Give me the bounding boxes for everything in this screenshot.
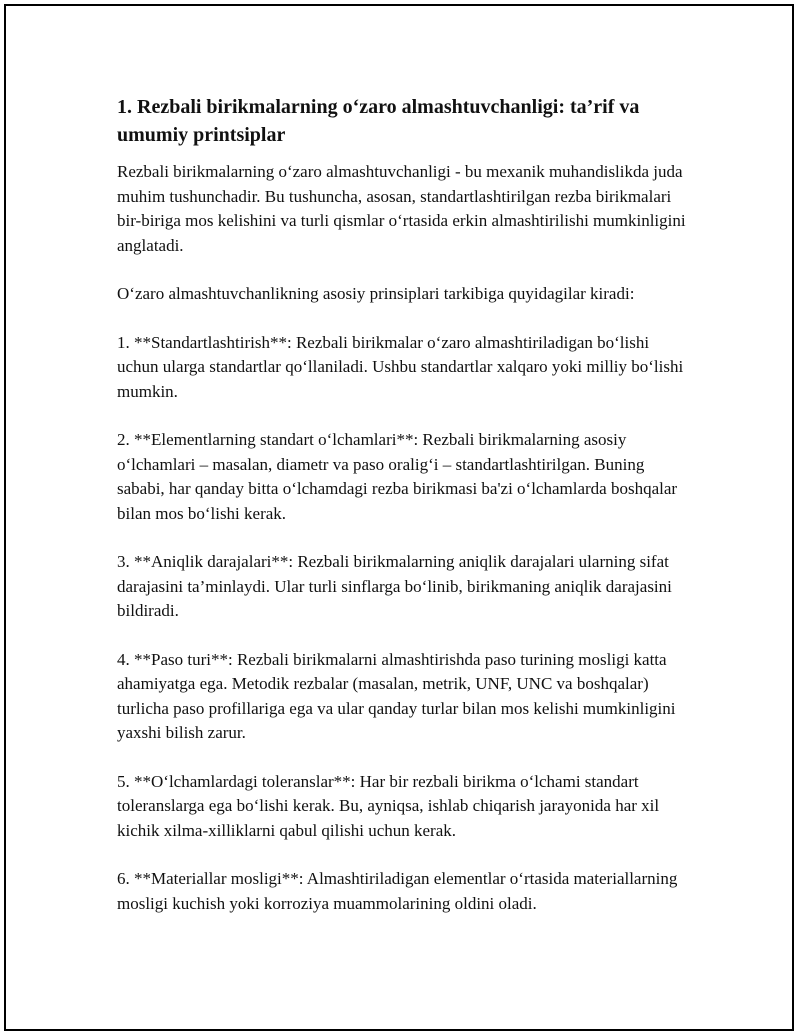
principles-intro: O‘zaro almashtuvchanlikning asosiy prinsiplari tarkibiga quyidagilar kiradi: bbox=[117, 284, 635, 303]
principle-pitch-type: 4. **Paso turi**: Rezbali birikmalarni almashtirishda paso turining mosligi katta ahamiyatga ega. Metodik rezbalar (masalan, metrik, UNF, UNC va boshqalar) turlicha paso profillariga ega va ular qanday turlar bilan mos kelishi mumkinligini yaxshi bilish zarur. bbox=[117, 649, 676, 742]
principle-tolerances: 5. **O‘lchamlardagi toleranslar**: Har bir rezbali birikma o‘lchami standart toleranslarga ega bo‘lishi kerak. Bu, ayniqsa, ishlab chiqarish jarayonida har xil kichik xilma-xilliklarni qabul qilishi uchun kerak. bbox=[117, 771, 660, 840]
principle-material-compatibility: 6. **Materiallar mosligi**: Almashtiriladigan elementlar o‘rtasida materiallarning mosligi kuchish yoki korroziya muammolarining oldini oladi. bbox=[117, 869, 678, 913]
document-title: 1. Rezbali birikmalarning o‘zaro almashtuvchanligi: ta’rif va umumiy printsiplar bbox=[117, 96, 640, 146]
intro-paragraph: Rezbali birikmalarning o‘zaro almashtuvchanligi - bu mexanik muhandislikda juda muhim tushunchadir. Bu tushuncha, asosan, standartlashtirilgan rezba birikmalari bir-biriga mos kelishini va turli qismlar o‘rtasida erkin almashtirilishi mumkinligini anglatadi. bbox=[117, 162, 686, 255]
document-body bbox=[117, 93, 687, 940]
principle-standard-dimensions: 2. **Elementlarning standart o‘lchamlari**: Rezbali birikmalarning asosiy o‘lchamlari – masalan, diametr va paso oralig‘i – standartlashtirilgan. Buning sababi, har qanday bitta o‘lchamdagi rezba birikmasi ba'zi o‘lchamlarda boshqalar bilan mos bo‘lishi kerak. bbox=[117, 430, 678, 523]
principle-standardization: 1. **Standartlashtirish**: Rezbali birikmalar o‘zaro almashtiriladigan bo‘lishi uchun ularga standartlar qo‘llaniladi. Ushbu standartlar xalqaro yoki milliy bo‘lishi mumkin. bbox=[117, 332, 684, 401]
principle-accuracy-grades: 3. **Aniqlik darajalari**: Rezbali birikmalarning aniqlik darajalari ularning sifat darajasini ta’minlaydi. Ular turli sinflarga bo‘linib, birikmaning aniqlik darajasini bildiradi. bbox=[117, 552, 672, 620]
